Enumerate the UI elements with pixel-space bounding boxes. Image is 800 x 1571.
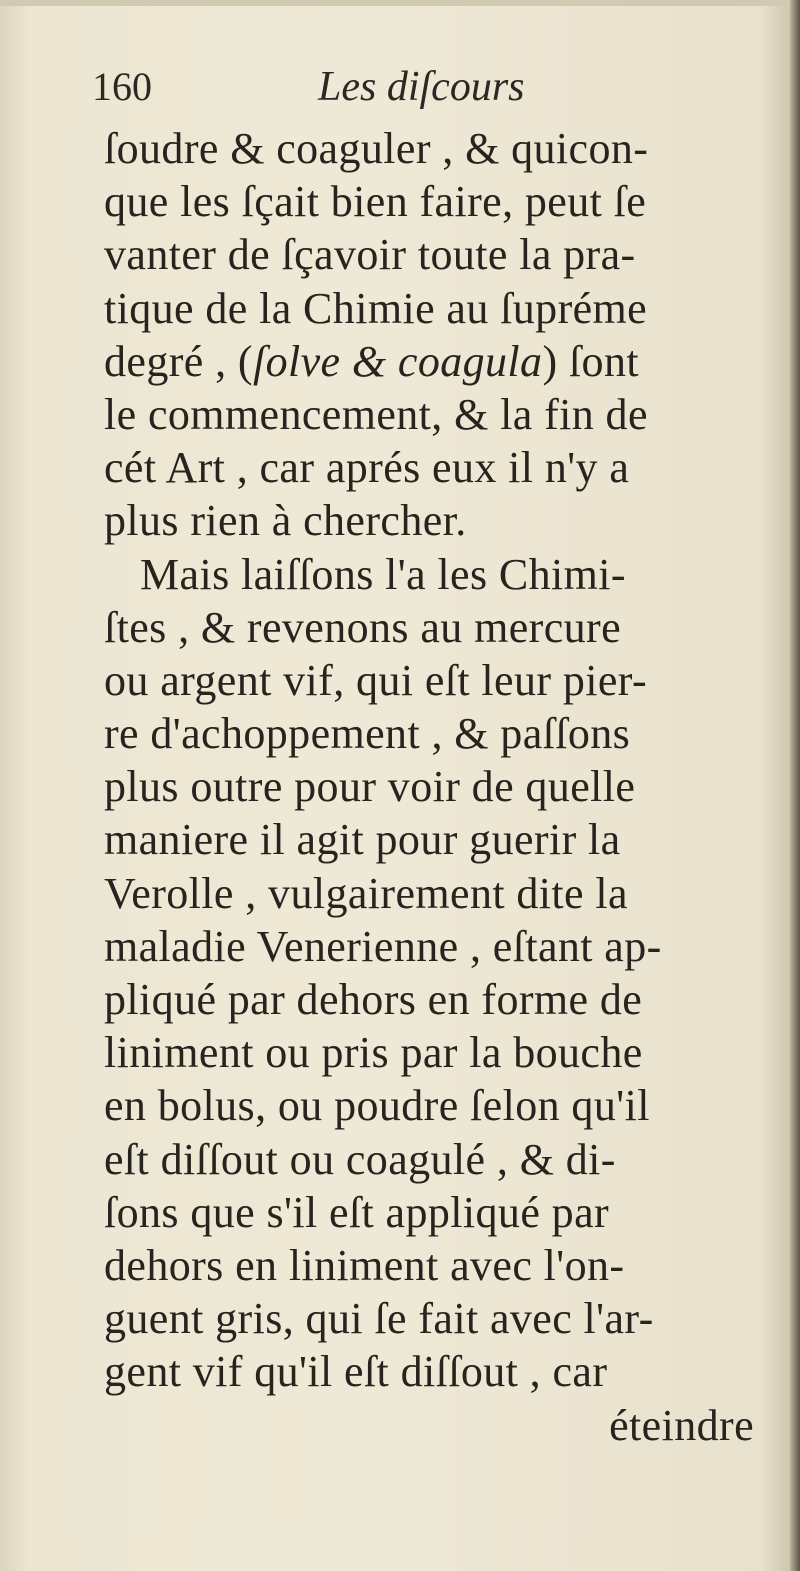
text-line: que les ſçait bien faire, peut ſe (104, 177, 647, 227)
text-line: plus outre pour voir de quelle (104, 762, 636, 812)
text-line: re d'achoppement , & paſſons (104, 709, 631, 759)
text-line: ſoudre & coaguler , & quicon- (104, 124, 649, 173)
latin-phrase: ſolve & coagula (252, 336, 543, 386)
text-line: ſtes , & revenons au mercure (104, 602, 622, 652)
text-line: ou argent vif, qui eſt leur pier- (104, 655, 648, 705)
text-line: liniment ou pris par la bouche (104, 1028, 643, 1078)
paragraph-start-line: Mais laiſſons l'a les Chimi- (140, 549, 626, 599)
text-line: dehors en liniment avec l'on- (104, 1240, 625, 1290)
text-line: eſt diſſout ou coagulé , & di- (104, 1134, 616, 1184)
text-line: ſons que s'il eſt appliqué par (104, 1187, 610, 1237)
text-line: vanter de ſçavoir toute la pra- (104, 230, 636, 280)
catchword: éteindre (609, 1400, 754, 1450)
text-line: le commencement, & la fin de (104, 389, 648, 439)
text-line-prefix: degré , ( (104, 336, 253, 386)
text-line: Verolle , vulgairement dite la (104, 868, 628, 918)
text-line: tique de la Chimie au ſupréme (104, 283, 648, 333)
page-binding-edge (790, 0, 800, 1571)
text-line: guent gris, qui ſe fait avec l'ar- (104, 1294, 654, 1344)
page-top-edge (0, 0, 800, 6)
text-line: maniere il agit pour guerir la (104, 815, 621, 865)
text-line-suffix: ) ſont (542, 336, 639, 386)
running-head: Les diſcours (318, 64, 525, 110)
page-header (92, 62, 752, 112)
text-line: plus rien à chercher. (104, 496, 467, 546)
text-line: maladie Venerienne , eſtant ap- (104, 921, 662, 971)
text-line-with-latin-phrase (104, 335, 764, 388)
text-line: pliqué par dehors en forme de (104, 975, 643, 1024)
body-text (104, 122, 764, 1452)
page-number: 160 (92, 64, 152, 109)
text-line: en bolus, ou poudre ſelon qu'il (104, 1081, 650, 1131)
text-line: gent vif qu'il eſt diſſout , car (104, 1347, 608, 1397)
text-line: cét Art , car aprés eux il n'y a (104, 443, 630, 493)
